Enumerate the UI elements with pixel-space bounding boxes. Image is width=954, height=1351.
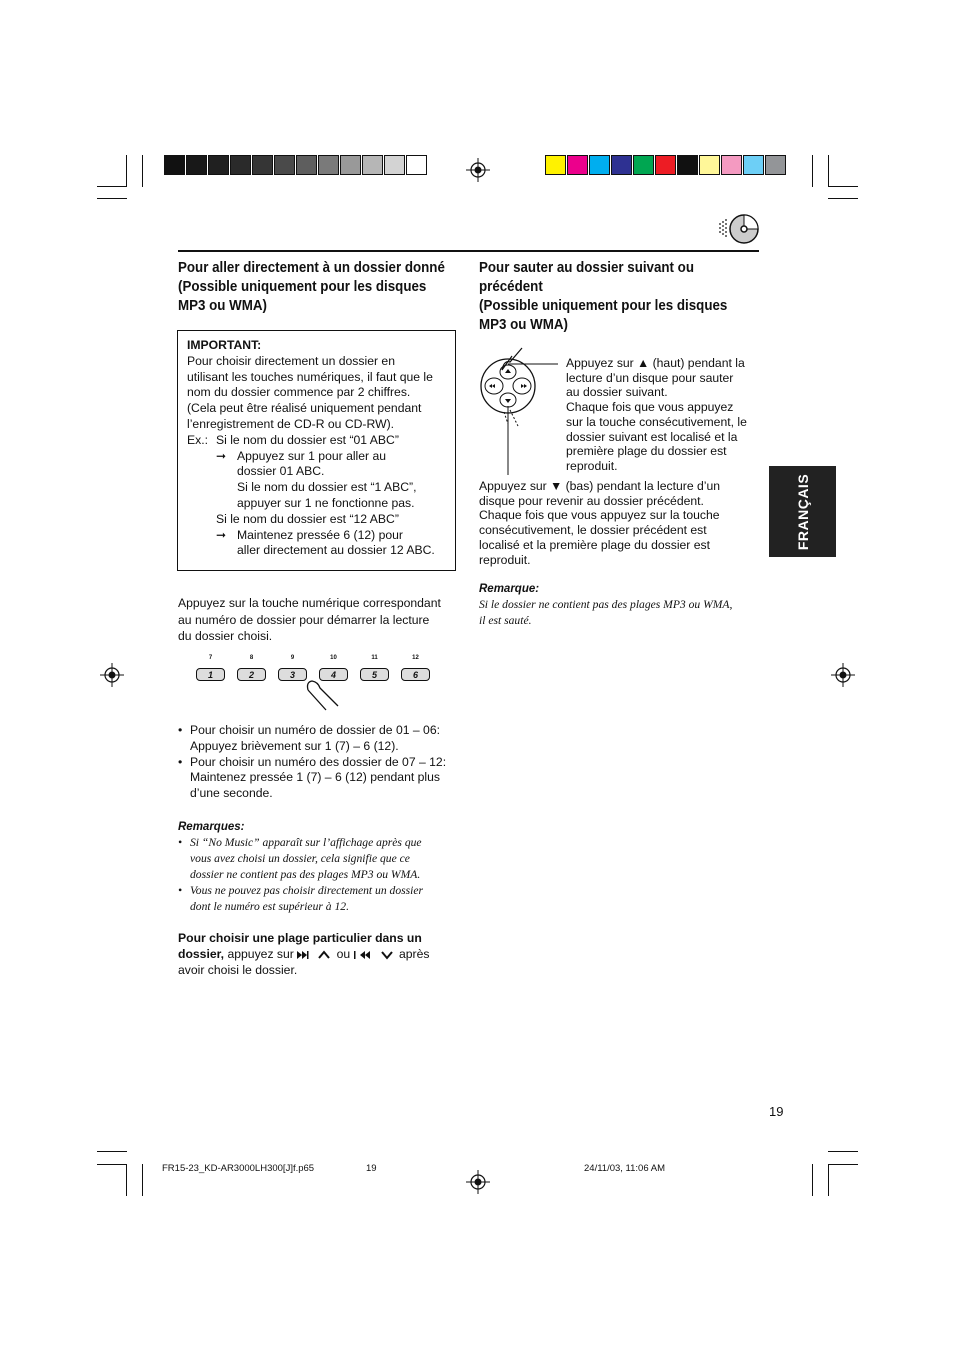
footer-date: 24/11/03, 11:06 AM: [584, 1163, 665, 1174]
prev-down-icon: [354, 950, 396, 960]
registration-mark-icon: [831, 663, 855, 687]
grayscale-swatch: [186, 155, 207, 175]
crop-mark: [828, 1151, 858, 1152]
remarks: Remarques: • Si “No Music” apparaît sur l’affichage après que vous avez choisi un dossier, cela signifie que ce dossier ne contient pas des plages MP3 ou WMA. • Vous ne pouvez pas choisir directement un dossier dont le numéro est supérieur à 12.: [178, 819, 468, 915]
crop-mark: [828, 1164, 829, 1196]
color-swatch: [743, 155, 764, 175]
crop-mark: [142, 155, 143, 187]
color-swatch: [545, 155, 566, 175]
grayscale-swatch: [362, 155, 383, 175]
color-swatch: [567, 155, 588, 175]
number-key-5[interactable]: 5: [360, 668, 389, 681]
right-remark: Remarque: Si le dossier ne contient pas des plages MP3 ou WMA, il est sauté.: [479, 583, 733, 627]
remote-control-buttons-icon: [478, 340, 562, 476]
color-swatch: [589, 155, 610, 175]
grayscale-swatch: [340, 155, 361, 175]
crop-mark: [812, 155, 813, 187]
right-heading: Pour sauter au dossier suivant ou précédent (Possible uniquement pour les disques MP3 ou WMA): [479, 260, 728, 333]
grayscale-swatch: [384, 155, 405, 175]
left-heading: Pour aller directement à un dossier donné (Possible uniquement pour les disques MP3 ou WMA): [178, 260, 445, 314]
crop-mark: [97, 198, 127, 199]
crop-mark: [97, 1151, 127, 1152]
grayscale-swatch: [164, 155, 185, 175]
number-key-6[interactable]: 6: [401, 668, 430, 681]
crop-mark: [126, 155, 127, 187]
bullet-list: [178, 723, 463, 802]
crop-mark: [812, 1164, 813, 1196]
crop-mark: [828, 186, 858, 187]
grayscale-swatch: [296, 155, 317, 175]
color-swatch: [699, 155, 720, 175]
key-alt-label: 8: [249, 655, 254, 661]
down-instructions: Appuyez sur ▼ (bas) pendant la lecture d’un disque pour revenir au dossier précédent. Chaque fois que vous appuyez sur la touche consécutivement, le dossier précédent est localisé et la première plage du dossier est reproduit.: [479, 479, 721, 567]
key-alt-label: 9: [290, 655, 295, 661]
crop-mark: [126, 1164, 127, 1196]
color-swatch: [611, 155, 632, 175]
number-key-4[interactable]: 4: [319, 668, 348, 681]
list-item: • Pour choisir un numéro des dossier de 07 – 12: Maintenez pressée 1 (7) – 6 (12) pendant plus d’une seconde.: [178, 754, 447, 801]
important-content: IMPORTANT: Pour choisir directement un dossier en utilisant les touches numériques, il faut que le nom du dossier commence par 2 chiffres. (Cela peut être réalisé uniquement pendant l’enregistrement de CD-R ou CD-RW). Ex.: Si le nom du dossier est “01 ABC” ➞ Appuyez sur 1 pour aller au dossier 01 ABC. Si le nom du dossier est “1 ABC”, appuyer sur 1 ne fonctionne pas. Si le nom du dossier est “12 ABC” ➞ Maintenez pressée 6 (12) pour aller directement au dossier 12 ABC.: [187, 338, 435, 558]
color-swatch: [721, 155, 742, 175]
color-swatch: [633, 155, 654, 175]
list-item: • Si “No Music” apparaît sur l’affichage après que vous avez choisi un dossier, cela signifie que ce dossier ne contient pas des plages MP3 ou WMA.: [178, 836, 422, 881]
registration-mark-icon: [466, 1170, 490, 1194]
crop-mark: [828, 198, 858, 199]
color-swatch: [655, 155, 676, 175]
track-select-paragraph: Pour choisir une plage particulier dans un dossier, appuyez sur ou après avoir choisi le dossier.: [178, 931, 430, 977]
grayscale-swatch: [274, 155, 295, 175]
color-swatch: [765, 155, 786, 175]
key-alt-label: 12: [412, 655, 419, 661]
list-item: • Vous ne pouvez pas choisir directement un dossier dont le numéro est supérieur à 12.: [178, 884, 424, 913]
header-rule: [178, 250, 759, 252]
crop-mark: [97, 186, 127, 187]
crop-mark: [828, 1164, 858, 1165]
key-alt-label: 7: [208, 655, 213, 661]
grayscale-swatch: [252, 155, 273, 175]
crop-mark: [97, 1164, 127, 1165]
registration-mark-icon: [466, 158, 490, 182]
number-key-1[interactable]: 1: [196, 668, 225, 681]
crop-mark: [142, 1164, 143, 1196]
number-key-3[interactable]: 3: [278, 668, 307, 681]
grayscale-swatch: [230, 155, 251, 175]
grayscale-swatch: [406, 155, 427, 175]
instruction-paragraph: Appuyez sur la touche numérique correspondant au numéro de dossier pour démarrer la lecture du dossier choisi.: [178, 596, 441, 643]
crop-mark: [828, 155, 829, 187]
language-tab: FRANÇAIS: [769, 466, 836, 557]
footer-file: FR15-23_KD-AR3000LH300[J]f.p65: [162, 1163, 315, 1174]
page-number: 19: [769, 1104, 784, 1119]
disc-icon: [716, 212, 760, 246]
number-key-2[interactable]: 2: [237, 668, 266, 681]
next-up-icon: [297, 950, 333, 960]
up-instructions: Appuyez sur ▲ (haut) pendant la lecture d’un disque pour sauter au dossier suivant. Chaque fois que vous appuyez sur la touche consécutivement, le dossier suivant est localisé et la première plage du dossier est reproduit.: [566, 356, 747, 473]
key-alt-label: 11: [371, 655, 378, 661]
grayscale-swatch: [318, 155, 339, 175]
key-alt-label: 10: [330, 655, 337, 661]
grayscale-swatch: [208, 155, 229, 175]
color-swatch: [677, 155, 698, 175]
finger-pressing-icon: [300, 676, 350, 712]
footer-page: 19: [366, 1163, 377, 1174]
registration-mark-icon: [100, 663, 124, 687]
list-item: • Pour choisir un numéro de dossier de 01 – 06: Appuyez brièvement sur 1 (7) – 6 (12).: [178, 723, 440, 753]
